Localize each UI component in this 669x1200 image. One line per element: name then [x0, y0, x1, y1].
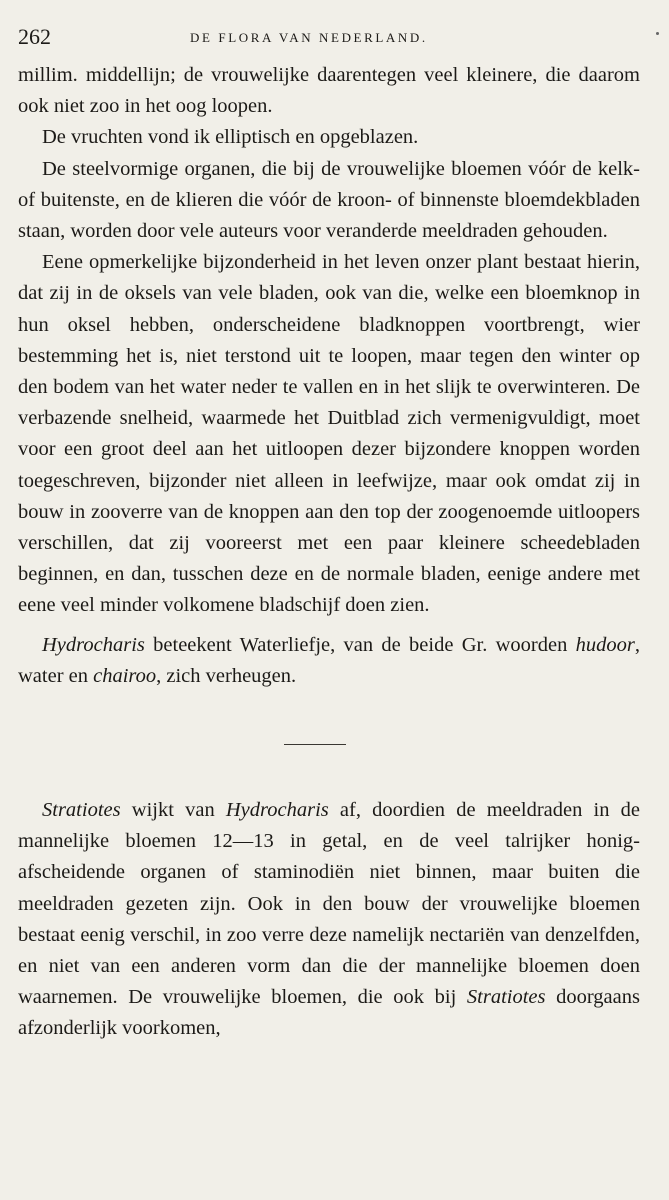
paragraph-fruits: De vruchten vond ik elliptisch en opgeblazen.: [42, 126, 419, 149]
paragraph-continued: millim. middellijn; de vrouwelijke daarentegen veel kleinere, die daarom ook niet zoo in het oog loopen.: [18, 64, 640, 118]
margin-dot: [656, 32, 659, 35]
greek-word: chairoo: [93, 664, 157, 687]
running-head: [18, 0, 640, 60]
genus-name: Hydrocharis: [225, 799, 329, 822]
page-number: 262: [18, 24, 51, 49]
paragraph-buds: Eene opmerkelijke bijzonderheid in het leven onzer plant bestaat hierin, dat zij in de oksels van vele bladen, ook van die, welke een bloemknop in hun oksel hebben, onderscheidene bladknoppen voortbrengt, wier bestemming het is, niet terstond uit te loopen, maar tegen den winter op den bodem van het water neder te vallen en in het slijk te overwinteren. De verbazende snelheid, waarmede het Duitblad zich vermenigvuldigt, moet voor een groot deel aan het uitloopen dezer bijzondere knoppen worden toegeschreven, bijzonder niet alleen in leefwijze, maar ook omdat zij in bouw in zooverre van de knoppen aan den top der zoogenoemde uitloopers verschillen, dat zij vooreerst met een paar kleinere scheedebladen beginnen, en dan, tusschen deze en de normale bladen, eenige andere met eene veel minder volkomene bladschijf doen zien.: [18, 251, 640, 617]
genus-name: Stratiotes: [466, 986, 546, 1009]
paragraph-organs: De steelvormige organen, die bij de vrouwelijke bloemen vóór de kelk- of buitenste, en de klieren die vóór de kroon- of binnenste bloemdekbladen staan, worden door vele auteurs voor veranderde meeldraden gehouden.: [18, 157, 640, 243]
greek-word: hudoor: [575, 633, 635, 656]
book-page: [18, 0, 640, 1045]
genus-name: Stratiotes: [42, 799, 121, 822]
section-divider: [284, 744, 346, 745]
paragraph-stratiotes: Stratiotes wijkt van Hydrocharis af, doordien de meeldraden in de mannelijke bloemen 12—13 in getal, en de veel talrijker honig-afscheidende organen of staminodiën niet binnen, maar buiten die meeldraden gezeten zijn. Ook in den bouw der vrouwelijke bloemen bestaat eenig verschil, in zoo verre deze namelijk nectariën van denzelfden, en niet van een anderen vorm dan die der mannelijke bloemen doen waarnemen. De vrouwelijke bloemen, die ook bij Stratiotes doorgaans afzonderlijk voorkomen,: [18, 799, 640, 1040]
paragraph-etymology: Hydrocharis beteekent Waterliefje, van de beide Gr. woorden hudoor, water en chairoo, zich verheugen.: [18, 633, 640, 687]
running-title: DE FLORA VAN NEDERLAND.: [190, 30, 428, 45]
section-stratiotes: [18, 795, 640, 1045]
genus-name: Hydrocharis: [42, 633, 145, 656]
main-text: [18, 60, 640, 692]
